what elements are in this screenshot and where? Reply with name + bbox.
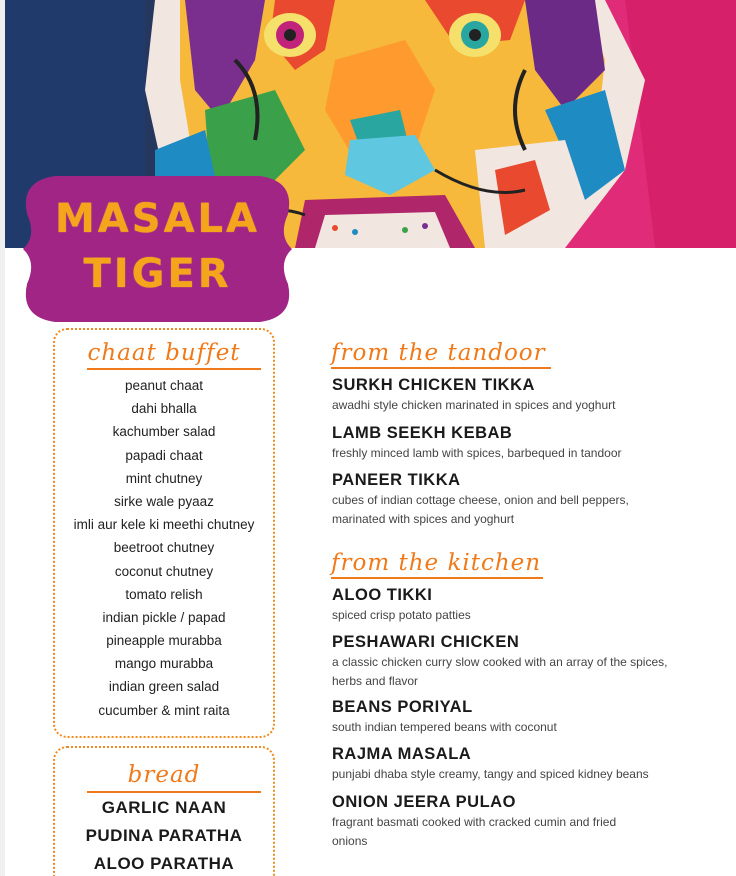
dish-item	[332, 375, 702, 415]
chaat-buffet-list	[55, 374, 273, 722]
dish-item	[332, 632, 702, 691]
tandoor-heading: from the tandoor	[331, 340, 546, 366]
logo-word-masala: MASALA	[55, 196, 260, 242]
dish-description: onions	[332, 834, 368, 848]
list-item: indian pickle / papad	[102, 609, 226, 625]
masala-tiger-logo	[20, 176, 295, 322]
dish-name: LAMB SEEKH KEBAB	[332, 424, 513, 442]
dish-description: a classic chicken curry slow cooked with an array of the spices,	[332, 655, 668, 669]
list-item: sirke wale pyaaz	[114, 493, 214, 509]
kitchen-heading: from the kitchen	[331, 550, 542, 576]
dish-item	[332, 792, 702, 851]
list-item: kachumber salad	[112, 424, 216, 440]
dish-description: freshly minced lamb with spices, barbequed in tandoor	[332, 446, 622, 460]
dish-description: awadhi style chicken marinated in spices and yoghurt	[332, 398, 616, 412]
dish-name: PANEER TIKKA	[332, 471, 461, 489]
bread-panel	[53, 746, 275, 876]
dish-item	[332, 744, 702, 784]
dish-description: cubes of indian cottage cheese, onion and bell peppers,	[332, 493, 629, 507]
list-item: tomato relish	[125, 586, 203, 602]
dish-description: herbs and flavor	[332, 674, 419, 688]
list-item: coconut chutney	[114, 563, 214, 579]
list-item: mint chutney	[125, 470, 203, 486]
list-item: GARLIC NAAN	[101, 798, 227, 817]
list-item: PUDINA PARATHA	[85, 826, 243, 845]
dish-item	[332, 470, 702, 529]
chaat-buffet-heading: chaat buffet	[87, 340, 241, 366]
dish-description: spiced crisp potato patties	[332, 608, 471, 622]
list-item: indian green salad	[108, 679, 220, 695]
list-item: imli aur kele ki meethi chutney	[73, 517, 255, 533]
list-item: cucumber & mint raita	[98, 702, 230, 718]
heading-underline	[87, 791, 261, 793]
list-item: papadi chaat	[125, 447, 203, 463]
dish-name: BEANS PORIYAL	[332, 698, 473, 716]
list-item: beetroot chutney	[113, 540, 215, 556]
heading-underline	[331, 577, 543, 579]
dish-name: ONION JEERA PULAO	[332, 793, 516, 811]
dish-description: marinated with spices and yoghurt	[332, 512, 515, 526]
list-item: mango murabba	[114, 656, 214, 672]
dish-description: south indian tempered beans with coconut	[332, 720, 557, 734]
list-item: pineapple murabba	[106, 633, 222, 649]
list-item: ALOO PARATHA	[93, 854, 235, 873]
list-item: peanut chaat	[124, 378, 204, 393]
dish-name: ALOO TIKKI	[332, 586, 433, 604]
dish-item	[332, 423, 702, 463]
dish-item	[332, 585, 702, 625]
dish-name: SURKH CHICKEN TIKKA	[332, 376, 535, 394]
list-item: dahi bhalla	[131, 401, 197, 417]
logo-word-tiger: TIGER	[83, 251, 232, 297]
dish-description: punjabi dhaba style creamy, tangy and spiced kidney beans	[332, 767, 649, 781]
dish-name: PESHAWARI CHICKEN	[332, 633, 520, 651]
dish-name: RAJMA MASALA	[332, 745, 472, 763]
bread-list	[55, 794, 273, 876]
bread-heading: bread	[127, 762, 201, 788]
dish-item	[332, 697, 702, 737]
chaat-buffet-panel	[53, 328, 275, 738]
heading-underline	[87, 368, 261, 370]
heading-underline	[331, 367, 551, 369]
dish-description: fragrant basmati cooked with cracked cumin and fried	[332, 815, 617, 829]
